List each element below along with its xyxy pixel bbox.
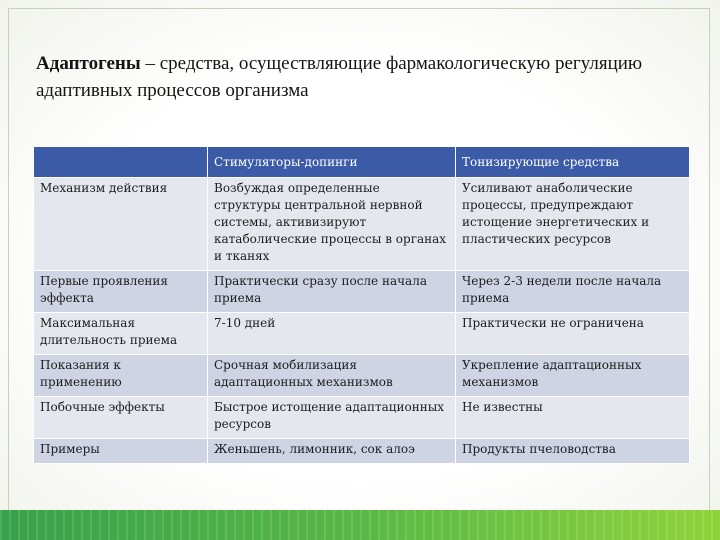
table-cell: 7-10 дней [208, 313, 456, 355]
table-cell: Быстрое истощение адаптационных ресурсов [208, 397, 456, 439]
table-row [34, 397, 690, 439]
table-cell: Практически сразу после начала приема [208, 271, 456, 313]
table-cell: Срочная мобилизация адаптационных механизмов [208, 355, 456, 397]
table-row [34, 313, 690, 355]
header-cell-empty [34, 147, 208, 178]
table-cell: Продукты пчеловодства [456, 439, 690, 464]
row-label: Примеры [34, 439, 208, 464]
title-definition: – средства, осуществляющие фармакологическую регуляцию адаптивных процессов организма [36, 53, 643, 101]
title-bold-term: Адаптогены [36, 53, 141, 74]
bottom-band-stripes [0, 510, 720, 540]
table-cell: Женьшень, лимонник, сок алоэ [208, 439, 456, 464]
row-label: Первые проявления эффекта [34, 271, 208, 313]
table-cell: Не известны [456, 397, 690, 439]
row-label: Показания к применению [34, 355, 208, 397]
row-label: Механизм действия [34, 178, 208, 271]
header-cell-stimulants: Стимуляторы-допинги [208, 147, 456, 178]
table-row [34, 439, 690, 464]
table-cell: Через 2-3 недели после начала приема [456, 271, 690, 313]
table-cell: Укрепление адаптационных механизмов [456, 355, 690, 397]
table-row [34, 178, 690, 271]
table-cell: Усиливают анаболические процессы, предупреждают истощение энергетических и пластических ресурсов [456, 178, 690, 271]
table-row [34, 355, 690, 397]
row-label: Побочные эффекты [34, 397, 208, 439]
row-label: Максимальная длительность приема [34, 313, 208, 355]
table-row [34, 271, 690, 313]
table-header-row [34, 147, 690, 178]
header-cell-tonics: Тонизирующие средства [456, 147, 690, 178]
table-cell: Практически не ограничена [456, 313, 690, 355]
comparison-table [33, 146, 690, 464]
table-cell: Возбуждая определенные структуры центральной нервной системы, активизируют катаболические процессы в органах и тканях [208, 178, 456, 271]
slide-title [36, 50, 686, 104]
